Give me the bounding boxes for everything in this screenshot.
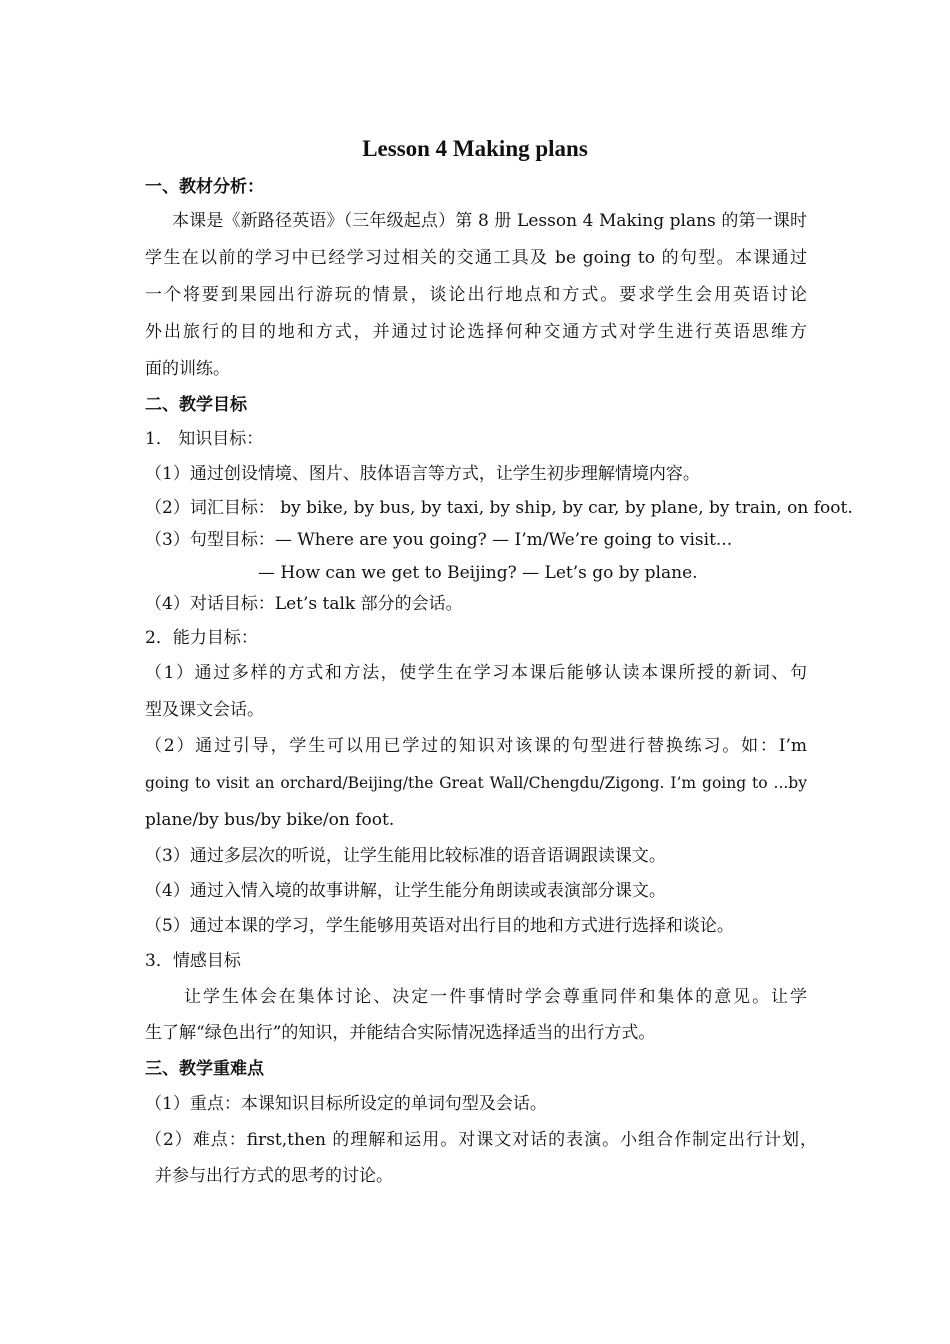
page-title: Lesson 4 Making plans	[362, 136, 588, 161]
list-item: （5）通过本课的学习，学生能够用英语对出行目的地和方式进行选择和谈论。	[145, 916, 734, 936]
paragraph-line: 外出旅行的目的地和方式，并通过讨论选择何种交通方式对学生进行英语思维方	[145, 322, 807, 342]
list-item: （1）重点：本课知识目标所设定的单词句型及会话。	[145, 1094, 547, 1114]
list-item: （3）句型目标：— Where are you going? — I’m/We’re going to visit...	[145, 530, 733, 550]
subheading-emotion: 3．情感目标	[145, 951, 241, 971]
section-heading-key-points: 三、教学重难点	[145, 1059, 264, 1079]
section-heading-analysis: 一、教材分析：	[145, 177, 264, 197]
list-item: （4）通过入情入境的故事讲解，让学生能分角朗读或表演部分课文。	[145, 881, 666, 901]
paragraph-line: plane/by bus/by bike/on foot.	[145, 810, 395, 830]
subheading-ability: 2．能力目标：	[145, 628, 258, 648]
list-item: — How can we get to Beijing? — Let’s go by plane.	[258, 563, 698, 583]
paragraph-line: 学生在以前的学习中已经学习过相关的交通工具及 be going to 的句型。本课通过	[145, 248, 807, 268]
list-item: （1）通过创设情境、图片、肢体语言等方式，让学生初步理解情境内容。	[145, 464, 700, 484]
paragraph-line: 型及课文会话。	[145, 700, 264, 720]
paragraph-line: 让学生体会在集体讨论、决定一件事情时学会尊重同伴和集体的意见。让学	[184, 987, 807, 1007]
list-item: （2）难点：first,then 的理解和运用。对课文对话的表演。小组合作制定出行计划，	[145, 1130, 817, 1150]
list-item: （2）词汇目标： by bike, by bus, by taxi, by ship, by car, by plane, by train, on foot.	[145, 498, 853, 518]
paragraph-line: （2）通过引导，学生可以用已学过的知识对该课的句型进行替换练习。如：I’m	[145, 736, 807, 756]
paragraph-line: going to visit an orchard/Beijing/the Great Wall/Chengdu/Zigong. I’m going to ...by	[145, 774, 807, 792]
paragraph-line: 并参与出行方式的思考的讨论。	[155, 1166, 393, 1186]
paragraph-line: （1）通过多样的方式和方法，使学生在学习本课后能够认读本课所授的新词、句	[145, 663, 807, 683]
paragraph-line: 一个将要到果园出行游玩的情景，谈论出行地点和方式。要求学生会用英语讨论	[145, 285, 807, 305]
list-item: （4）对话目标：Let’s talk 部分的会话。	[145, 594, 463, 614]
paragraph-line: 生了解“绿色出行”的知识，并能结合实际情况选择适当的出行方式。	[145, 1023, 656, 1043]
subheading-knowledge: 1． 知识目标：	[145, 429, 264, 449]
section-heading-goals: 二、教学目标	[145, 395, 247, 415]
list-item: （3）通过多层次的听说，让学生能用比较标准的语音语调跟读课文。	[145, 846, 666, 866]
paragraph-line: 面的训练。	[145, 359, 230, 379]
paragraph-line: 本课是《新路径英语》（三年级起点）第 8 册 Lesson 4 Making plans 的第一课时	[172, 211, 807, 231]
